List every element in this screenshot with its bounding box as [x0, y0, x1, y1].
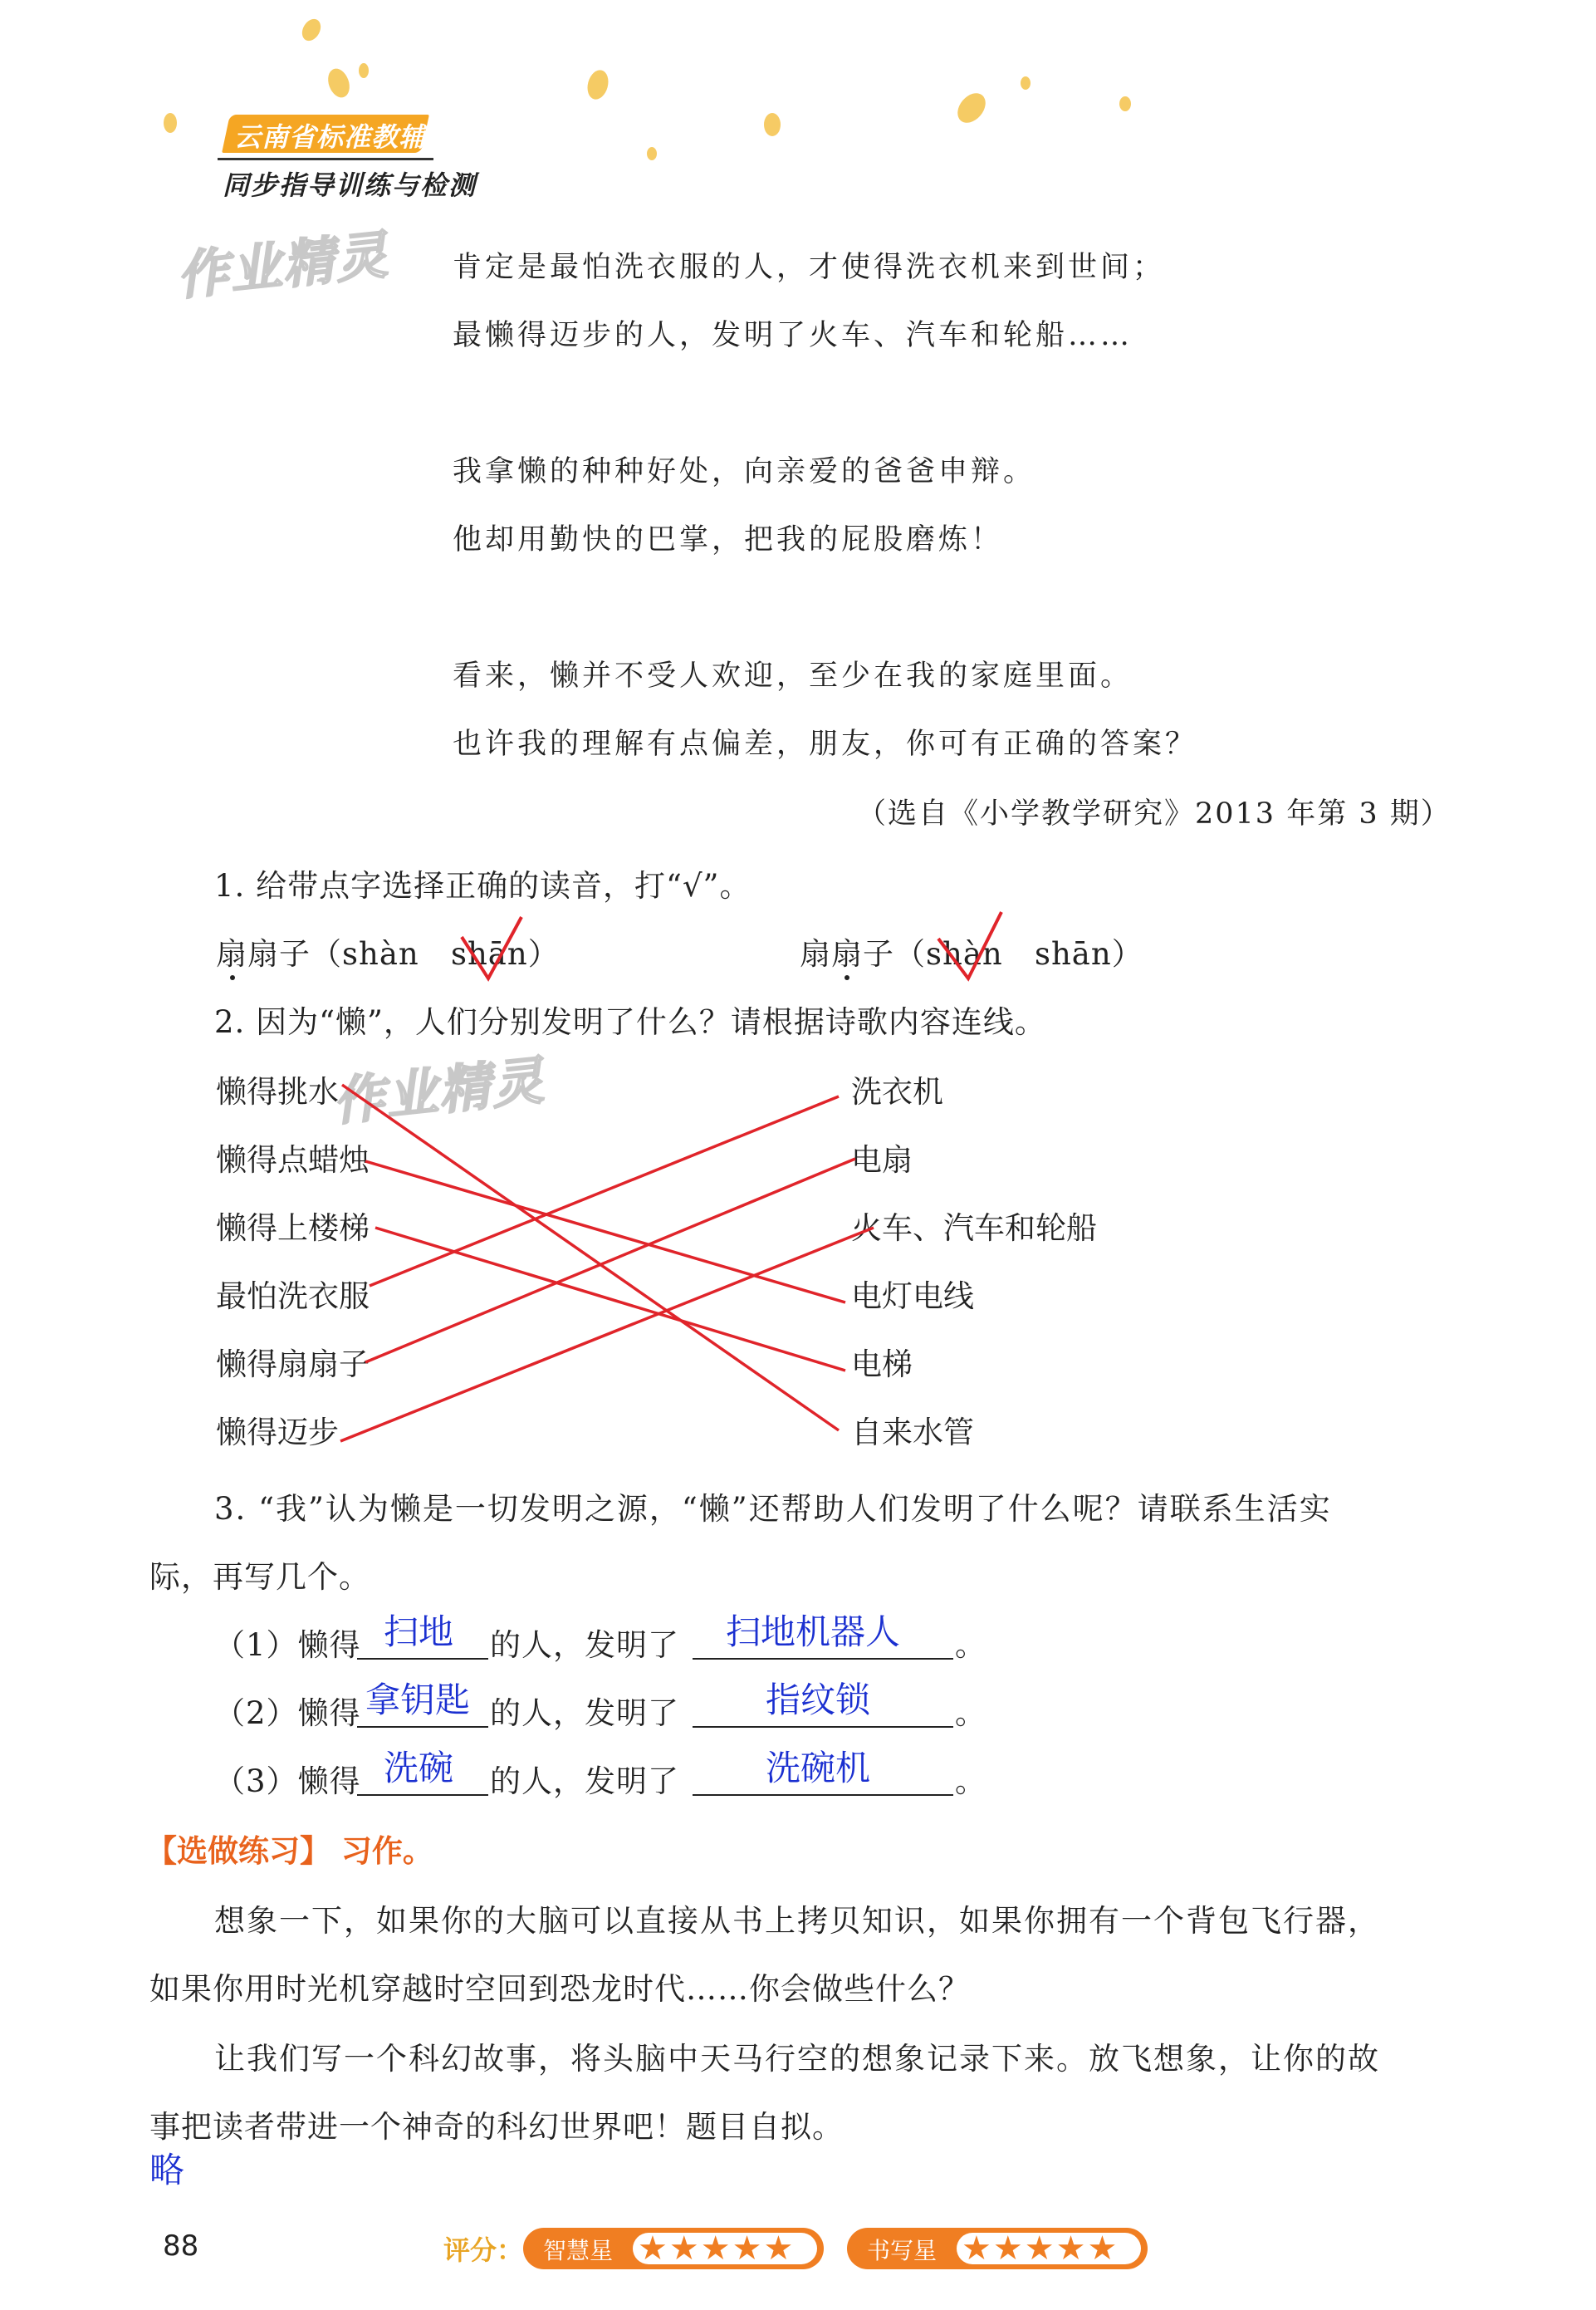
q1-item-2: 扇扇子（shàn shān） [800, 936, 1143, 972]
match-right-1: 洗衣机 [851, 1074, 943, 1110]
match-left-3: 懒得上楼梯 [216, 1210, 370, 1246]
match-left-6: 懒得迈步 [216, 1415, 339, 1450]
writing-star-badge [847, 2228, 1148, 2269]
optional-exercise-label: 【选做练习】 习作。 [146, 1833, 433, 1869]
match-left-1: 懒得挑水 [216, 1074, 339, 1110]
optional-para-1-cont: 如果你用时光机穿越时空回到恐龙时代……你会做些什么？ [149, 1971, 970, 2007]
match-left-2: 懒得点蜡烛 [216, 1142, 370, 1178]
match-right-5: 电梯 [851, 1346, 913, 1382]
optional-para-2: 让我们写一个科幻故事，将头脑中天马行空的想象记录下来。放飞想象，让你的故 [214, 2041, 1380, 2077]
watermark: 作业精灵 [174, 223, 392, 307]
q1-item-1: 扇扇子（shàn shān） [216, 936, 560, 972]
poem-line: 最懒得迈步的人，发明了火车、汽车和轮船…… [453, 319, 1133, 352]
poem-line: 我拿懒的种种好处，向亲爱的爸爸申辩。 [453, 455, 1036, 488]
q3-row-3-mid: 的人，发明了 [490, 1763, 679, 1799]
score-label: 评分： [443, 2234, 524, 2266]
question-2-prompt: 2. 因为“懒”，人们分别发明了什么？请根据诗歌内容连线。 [214, 1004, 1046, 1040]
match-right-2: 电扇 [851, 1142, 913, 1178]
match-left-5: 懒得扇扇子 [216, 1346, 370, 1382]
optional-para-2-cont: 事把读者带进一个神奇的科幻世界吧！题目自拟。 [149, 2109, 844, 2145]
question-3-prompt-cont: 际，再写几个。 [149, 1559, 370, 1595]
q3-row-1-end: 。 [955, 1627, 986, 1663]
match-line [375, 1228, 845, 1371]
q3-row-2-end: 。 [955, 1695, 986, 1731]
q3-answer-1b: 扫地机器人 [726, 1611, 901, 1652]
brand-title: 云南省标准教辅 [234, 121, 427, 153]
match-line [365, 1161, 845, 1302]
q3-answer-3b: 洗碗机 [766, 1748, 871, 1788]
q3-answer-3a: 洗碗 [384, 1748, 454, 1788]
q3-answer-1a: 扫地 [384, 1611, 454, 1652]
wisdom-star-badge [523, 2228, 824, 2269]
wisdom-star-label: 智慧星 [543, 2237, 614, 2264]
poem-line: 他却用勤快的巴掌，把我的屁股磨炼！ [453, 523, 1004, 557]
page-number: 88 [163, 2229, 199, 2263]
q3-row-1-mid: 的人，发明了 [490, 1627, 679, 1663]
q3-row-1-num: （1）懒得 [214, 1627, 361, 1663]
brand-subtitle: 同步指导训练与检测 [223, 169, 477, 201]
optional-answer: 略 [149, 2150, 185, 2190]
q3-answer-2a: 拿钥匙 [365, 1680, 471, 1720]
writing-star-label: 书写星 [867, 2237, 938, 2264]
match-right-4: 电灯电线 [851, 1278, 974, 1314]
poem-source: （选自《小学教学研究》2013 年第 3 期） [857, 797, 1452, 831]
watermark: 作业精灵 [330, 1049, 548, 1133]
question-3-prompt: 3. “我”认为懒是一切发明之源，“懒”还帮助人们发明了什么呢？请联系生活实 [214, 1491, 1332, 1527]
poem-line: 看来，懒并不受人欢迎，至少在我的家庭里面。 [453, 660, 1133, 693]
q3-row-2-mid: 的人，发明了 [490, 1695, 679, 1731]
q3-row-3-num: （3）懒得 [214, 1763, 361, 1799]
match-line [370, 1096, 839, 1286]
star-icon: ★★★★★ [638, 2229, 796, 2268]
star-icon: ★★★★★ [962, 2229, 1119, 2268]
match-line [342, 1085, 839, 1430]
match-left-4: 最怕洗衣服 [216, 1278, 370, 1314]
q3-row-2-num: （2）懒得 [214, 1695, 361, 1731]
optional-para-1: 想象一下，如果你的大脑可以直接从书上拷贝知识，如果你拥有一个背包飞行器， [214, 1903, 1380, 1939]
match-right-6: 自来水管 [851, 1415, 974, 1450]
question-1-prompt: 1. 给带点字选择正确的读音，打“√”。 [214, 868, 751, 904]
q3-row-3-end: 。 [955, 1763, 986, 1799]
q3-answer-2b: 指纹锁 [766, 1680, 871, 1720]
poem-line: 也许我的理解有点偏差，朋友，你可有正确的答案？ [453, 728, 1198, 761]
match-right-3: 火车、汽车和轮船 [851, 1210, 1097, 1246]
match-line [340, 1228, 874, 1441]
poem-line: 肯定是最怕洗衣服的人，才使得洗衣机来到世间； [453, 251, 1166, 284]
